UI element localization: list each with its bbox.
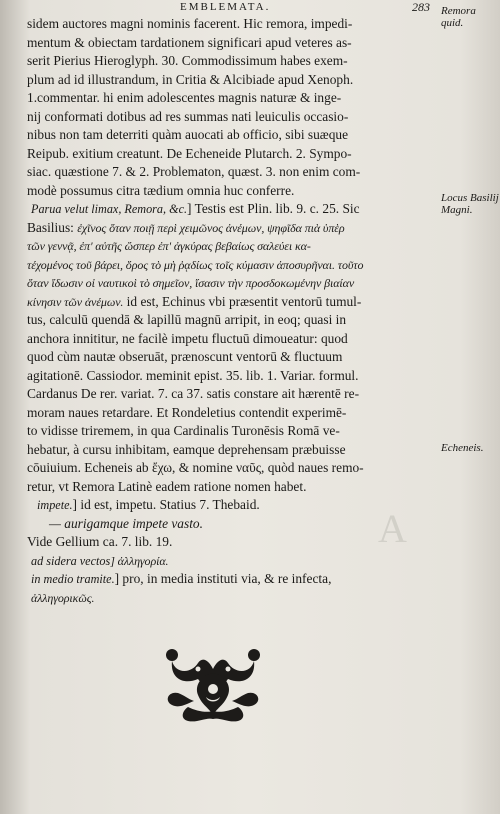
text-line: nij conformati dotibus ad res summas nati leuiculis occasio- — [27, 108, 349, 124]
text-line: tus, calculū quendā & lapillū magnū arripit, in eoq; quasi in — [27, 312, 347, 327]
text-line: cōuiuium. Echeneis ab ἔχω, & nomine ναῦς, quòd naues remo- — [27, 460, 364, 475]
lemma-gloss: ] id est, impetu. Statius 7. Thebaid. — [72, 497, 260, 512]
text-line — [27, 293, 435, 312]
text-line: plum ad id illustrandum, in Critia & Alcibiade apud Xenoph. — [27, 71, 354, 87]
greek-line: ἀλληγορικῶς. — [31, 590, 95, 605]
text-line — [27, 200, 435, 219]
greek-line: τέχομένος τοῦ βάρει, ὅρος τὸ μὴ ῥᾳδίως τοῖς κύμασιν ἀποσυρῆναι. τοῦτο — [27, 257, 364, 272]
text-line: siac. quæstione 7. & 2. Problematon, quæst. 3. non enim com- — [27, 164, 361, 179]
greek-quote: ἐχῖνος ὅταν ποιῇ περὶ χειμῶνος ἀνέμων, ψηφῖδα πιὰ ὑπὲρ — [77, 220, 345, 235]
text-line: modè possumus citra tædium omnia huc conferre. — [27, 182, 295, 198]
margin-note-echeneis: Echeneis. — [441, 442, 484, 454]
show-through-letter: A — [378, 506, 407, 551]
greek-quote: κίνησιν τῶν ἀνέμων. — [27, 294, 124, 309]
text-line: sidem auctores magni nominis facerent. Hic remora, impedi- — [27, 16, 353, 31]
text-line: retur, vt Remora Latinè eadem ratione nomen habet. — [27, 478, 307, 494]
text-line: hebatur, à cursu inhibitam, eamque deprehensam præbuisse — [27, 441, 346, 457]
lemma-gloss: ] ἀλληγορία. — [110, 553, 169, 568]
margin-note-remora: Remora quid. — [441, 5, 476, 29]
lemma-gloss: ] pro, in media instituti via, & re infecta, — [114, 571, 332, 586]
lemma: Parua velut limax, Remora, &c. — [31, 202, 188, 216]
text-line — [27, 570, 435, 589]
text-line: moram naues retardare. Et Rondeletius contendit experimē- — [27, 404, 347, 420]
lemma: ad sidera vectos — [31, 553, 111, 568]
fleuron-ornament-icon — [158, 645, 268, 725]
text-line: 1.commentar. hi enim adolescentes magnis naturæ & inge- — [27, 90, 342, 105]
text-line: mentum & obiectam tardationem significari apud veteres as- — [27, 34, 352, 50]
text-span: Basilius: — [27, 219, 74, 235]
lemma: in medio tramite. — [31, 572, 115, 586]
text-line: quod cùm nautæ obseruāt, prænoscunt ventorū & fluctuum — [27, 349, 343, 364]
text-line: Cardanus De rer. variat. 7. ca 37. satis constare ait hærentē re- — [27, 386, 360, 401]
text-line: Vide Gellium ca. 7. lib. 19. — [27, 534, 173, 549]
lemma-gloss: ] Testis est Plin. lib. 9. c. 25. Sic — [187, 201, 360, 216]
text-line — [27, 219, 435, 238]
text-line: nibus non tam deterriti quàm auocati ab officio, sibi suæque — [27, 127, 349, 142]
page-number: 283 — [412, 0, 430, 14]
margin-note-basil: Locus Basilij Magni. — [441, 192, 499, 216]
text-line: serit Pierius Hieroglyph. 30. Commodissimum habes exem- — [27, 53, 348, 68]
text-line: to vidisse triremem, in qua Cardinalis Turonēsis Romā ve- — [27, 423, 340, 438]
lemma: impete. — [37, 498, 73, 512]
commentary-text — [27, 15, 435, 607]
running-title: EMBLEMATA. — [180, 1, 271, 13]
text-line — [27, 496, 435, 515]
text-span: id est, Echinus vbi præsentit ventorū tumul- — [123, 293, 362, 309]
text-line: Reipub. exitium creatunt. De Echeneide Plutarch. 2. Sympo- — [27, 145, 352, 161]
text-line: anchora innititur, ne facilè impetu fluctuū dimoueatur: quod — [27, 330, 348, 346]
text-line — [27, 552, 435, 571]
page-header — [30, 0, 430, 14]
greek-line: ὅταν ἴδωσιν οἱ ναυτικοὶ τὸ σημεῖον, ἴσασιν τὴν προσδοκωμένην βιαίαν — [27, 276, 355, 290]
verse-quote: — aurigamque impete vasto. — [49, 515, 203, 531]
text-line: agitationē. Cassiodor. meminit epist. 35. lib. 1. Variar. formul. — [27, 367, 359, 383]
greek-line: τῶν γεννᾷ, ἐπ' αὐτῆς ὥσπερ ἐπ' ἀγκύρας βεβαίως σαλεύει κα- — [27, 239, 311, 253]
